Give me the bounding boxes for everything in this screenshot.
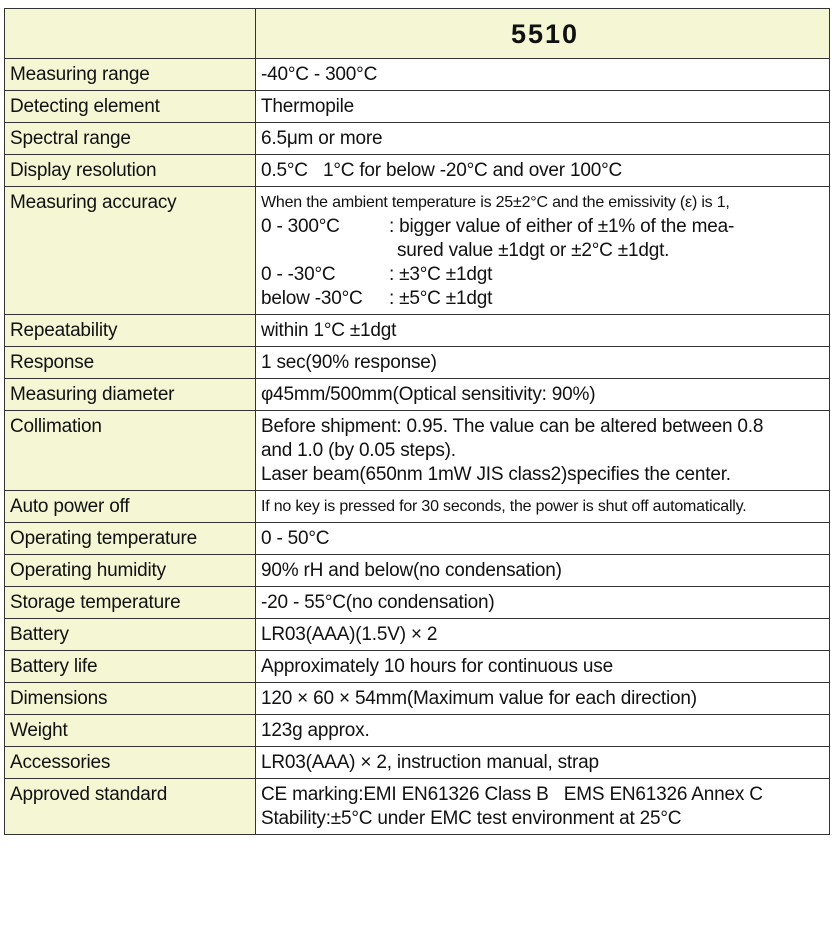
row-label: Measuring accuracy xyxy=(5,187,256,315)
row-label: Battery life xyxy=(5,651,256,683)
collimation-line: and 1.0 (by 0.05 steps). xyxy=(261,440,456,461)
row-value: 6.5μm or more xyxy=(256,123,830,155)
row-label: Measuring range xyxy=(5,59,256,91)
row-label: Display resolution xyxy=(5,155,256,187)
table-row xyxy=(5,555,830,587)
accuracy-value: : ±3°C ±1dgt xyxy=(389,264,493,285)
row-value-collimation xyxy=(256,411,830,491)
accuracy-line xyxy=(261,263,829,287)
row-value: Approximately 10 hours for continuous use xyxy=(256,651,830,683)
row-label: Dimensions xyxy=(5,683,256,715)
row-value: 1 sec(90% response) xyxy=(256,347,830,379)
accuracy-value: : bigger value of either of ±1% of the mea- xyxy=(389,216,735,237)
model-name: 5510 xyxy=(256,9,830,59)
table-row xyxy=(5,155,830,187)
collimation-line: Before shipment: 0.95. The value can be altered between 0.8 xyxy=(261,416,764,437)
table-row xyxy=(5,683,830,715)
row-label: Storage temperature xyxy=(5,587,256,619)
row-value: within 1°C ±1dgt xyxy=(256,315,830,347)
standard-line: CE marking:EMI EN61326 Class B EMS EN61326 Annex C xyxy=(261,784,763,805)
row-label: Accessories xyxy=(5,747,256,779)
table-row xyxy=(5,747,830,779)
row-value: 123g approx. xyxy=(256,715,830,747)
table-row xyxy=(5,587,830,619)
table-row xyxy=(5,91,830,123)
accuracy-range: 0 - 300°C xyxy=(261,216,340,237)
table-row xyxy=(5,187,830,315)
row-label: Response xyxy=(5,347,256,379)
row-value: -20 - 55°C(no condensation) xyxy=(256,587,830,619)
row-label: Measuring diameter xyxy=(5,379,256,411)
table-row xyxy=(5,619,830,651)
row-label: Operating temperature xyxy=(5,523,256,555)
accuracy-range: below -30°C xyxy=(261,288,363,309)
row-value: 90% rH and below(no condensation) xyxy=(256,555,830,587)
row-label: Collimation xyxy=(5,411,256,491)
row-label: Weight xyxy=(5,715,256,747)
standard-line: Stability:±5°C under EMC test environment at 25°C xyxy=(261,808,682,829)
row-value: -40°C - 300°C xyxy=(256,59,830,91)
row-value: 0 - 50°C xyxy=(256,523,830,555)
row-value-accuracy xyxy=(256,187,830,315)
spec-table xyxy=(4,8,830,835)
accuracy-intro: When the ambient temperature is 25±2°C and the emissivity (ε) is 1, xyxy=(261,194,730,211)
table-row xyxy=(5,379,830,411)
row-label: Approved standard xyxy=(5,779,256,835)
row-label: Battery xyxy=(5,619,256,651)
header-blank-cell xyxy=(5,9,256,59)
table-row xyxy=(5,779,830,835)
accuracy-line xyxy=(261,287,829,311)
table-row xyxy=(5,523,830,555)
row-value: Thermopile xyxy=(256,91,830,123)
table-row xyxy=(5,315,830,347)
row-value: 120 × 60 × 54mm(Maximum value for each direction) xyxy=(256,683,830,715)
table-row xyxy=(5,123,830,155)
header-row xyxy=(5,9,830,59)
table-row xyxy=(5,59,830,91)
collimation-line: Laser beam(650nm 1mW JIS class2)specifies the center. xyxy=(261,464,731,485)
accuracy-continuation: sured value ±1dgt or ±2°C ±1dgt. xyxy=(397,240,670,261)
accuracy-line xyxy=(261,215,829,239)
row-label: Detecting element xyxy=(5,91,256,123)
row-label: Operating humidity xyxy=(5,555,256,587)
table-row xyxy=(5,715,830,747)
row-value: φ45mm/500mm(Optical sensitivity: 90%) xyxy=(256,379,830,411)
row-value: 0.5°C 1°C for below -20°C and over 100°C xyxy=(256,155,830,187)
accuracy-range: 0 - -30°C xyxy=(261,264,336,285)
table-row xyxy=(5,651,830,683)
table-row xyxy=(5,491,830,523)
row-value-standard xyxy=(256,779,830,835)
row-value: LR03(AAA)(1.5V) × 2 xyxy=(256,619,830,651)
table-row xyxy=(5,347,830,379)
row-label: Spectral range xyxy=(5,123,256,155)
row-label: Repeatability xyxy=(5,315,256,347)
row-value: If no key is pressed for 30 seconds, the power is shut off automatically. xyxy=(256,491,830,523)
accuracy-value: : ±5°C ±1dgt xyxy=(389,288,493,309)
row-label: Auto power off xyxy=(5,491,256,523)
row-value: LR03(AAA) × 2, instruction manual, strap xyxy=(256,747,830,779)
table-row xyxy=(5,411,830,491)
